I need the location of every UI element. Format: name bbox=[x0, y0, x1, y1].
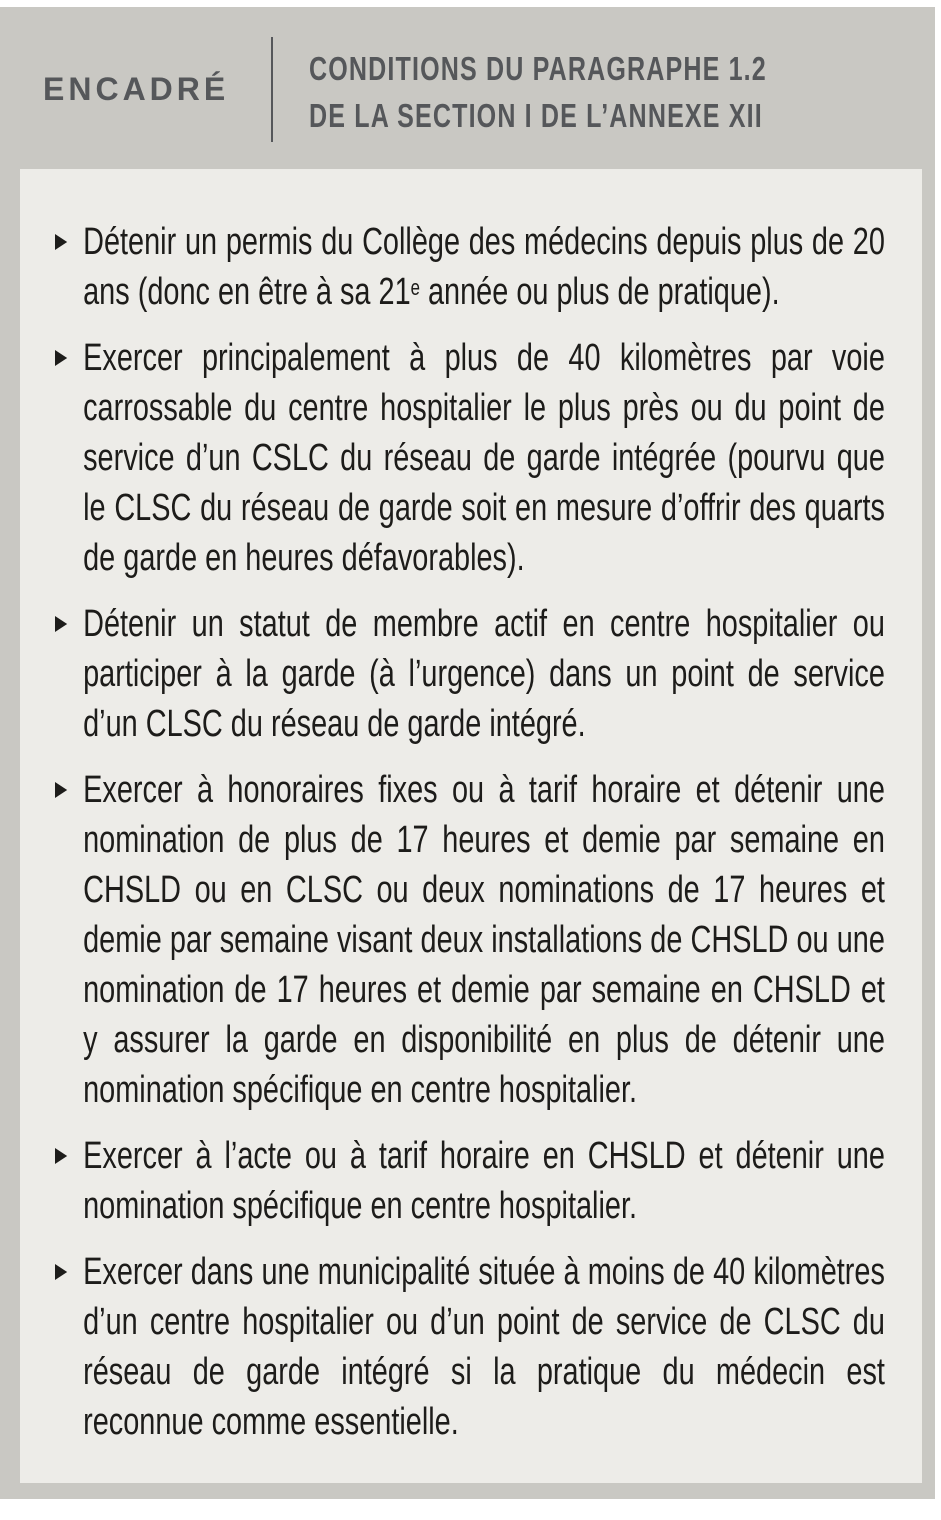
list-item-text: Exercer principalement à plus de 40 kilomètres par voie carrossable du centre hospitalier le plus près ou du point de service d’un CSLC du réseau de garde intégrée (pourvu que le CLSC du réseau de garde soit en mesure d’offrir des quarts de garde en heures défavorables). bbox=[83, 337, 885, 579]
list-item bbox=[55, 765, 885, 1115]
list-item bbox=[55, 599, 885, 749]
list-item bbox=[55, 333, 885, 583]
encadre-panel bbox=[0, 7, 935, 1499]
conditions-list bbox=[55, 217, 885, 1447]
bullet-triangle-icon bbox=[55, 217, 83, 317]
superscript: e bbox=[410, 274, 420, 300]
bullet-triangle-icon bbox=[55, 333, 83, 583]
list-item-text: Exercer dans une municipalité située à moins de 40 kilomètres d’un centre hospitalier ou d’un point de service de CLSC du réseau de garde intégré si la pratique du médecin est reconnue comme essentielle. bbox=[83, 1251, 885, 1443]
bullet-triangle-icon bbox=[55, 1247, 83, 1447]
bullet-triangle-icon bbox=[55, 599, 83, 749]
conditions-box bbox=[20, 169, 922, 1483]
panel-title-line2: DE LA SECTION I DE L’ANNEXE XII bbox=[309, 97, 763, 134]
list-item-text: Détenir un permis du Collège des médecins depuis plus de 20 ans (donc en être à sa 21e année ou plus de pratique). bbox=[83, 221, 885, 313]
encadre-label: ENCADRÉ bbox=[43, 71, 230, 107]
list-item bbox=[55, 1131, 885, 1231]
panel-title-line1: CONDITIONS DU PARAGRAPHE 1.2 bbox=[309, 50, 767, 87]
vertical-divider bbox=[271, 37, 273, 142]
panel-title bbox=[309, 45, 767, 139]
list-item bbox=[55, 217, 885, 317]
bullet-triangle-icon bbox=[55, 1131, 83, 1231]
list-item-text: Détenir un statut de membre actif en centre hospitalier ou participer à la garde (à l’urgence) dans un point de service d’un CLSC du réseau de garde intégré. bbox=[83, 603, 885, 745]
list-item-text: Exercer à l’acte ou à tarif horaire en CHSLD et détenir une nomination spécifique en centre hospitalier. bbox=[83, 1135, 885, 1227]
list-item bbox=[55, 1247, 885, 1447]
bullet-triangle-icon bbox=[55, 765, 83, 1115]
list-item-text: Exercer à honoraires fixes ou à tarif horaire et détenir une nomination de plus de 17 heures et demie par semaine en CHSLD ou en CLSC ou deux nominations de 17 heures et demie par semaine visant deux installations de CHSLD ou une nomination de 17 heures et demie par semaine en CHSLD et y assurer la garde en disponibilité en plus de détenir une nomination spécifique en centre hospitalier. bbox=[83, 769, 885, 1111]
